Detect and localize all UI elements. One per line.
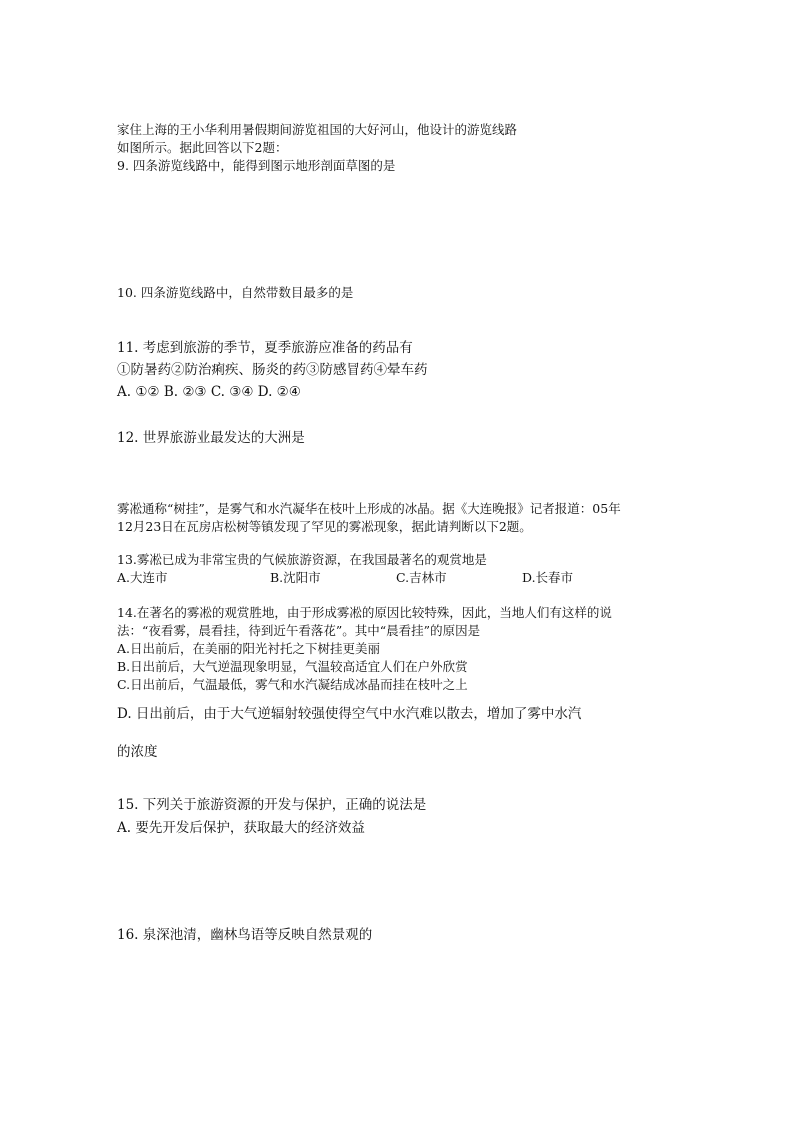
question-15-option-a: A. 要先开发后保护，获取最大的经济效益 — [117, 820, 365, 836]
passage-line-2: 12月23日在瓦房店松树等镇发现了罕见的雾凇现象，据此请判断以下2题。 — [117, 519, 532, 534]
question-14-option-c: C.日出前后，气温最低，雾气和水汽凝结成冰晶而挂在枝叶之上 — [117, 677, 468, 692]
question-9: 9. 四条游览线路中，能得到图示地形剖面草图的是 — [117, 158, 396, 173]
question-14-option-d-line-1: D. 日出前后，由于大气逆辐射较强使得空气中水汽难以散去，增加了雾中水汽 — [117, 706, 582, 722]
question-10: 10. 四条游览线路中，自然带数目最多的是 — [117, 285, 354, 300]
question-16: 16. 泉深池清，幽林鸟语等反映自然景观的 — [117, 927, 373, 943]
passage-line-1: 雾凇通称“树挂”，是雾气和水汽凝华在枝叶上形成的冰晶。据《大连晚报》记者报道：05年 — [117, 501, 621, 516]
question-14-option-d-line-2: 的浓度 — [117, 744, 158, 760]
intro-line-1: 家住上海的王小华利用暑假期间游览祖国的大好河山，他设计的游览线路 — [117, 122, 518, 137]
question-12: 12. 世界旅游业最发达的大洲是 — [117, 430, 305, 446]
question-14-option-a: A.日出前后，在美丽的阳光衬托之下树挂更美丽 — [117, 641, 381, 656]
question-11-stem: 11. 考虑到旅游的季节，夏季旅游应准备的药品有 — [117, 340, 413, 356]
question-13-option-b: B.沈阳市 — [270, 570, 321, 585]
question-11-items: ①防暑药②防治痢疾、肠炎的药③防感冒药④晕车药 — [117, 362, 428, 378]
question-13-stem: 13.雾凇已成为非常宝贵的气候旅游资源，在我国最著名的观赏地是 — [117, 552, 487, 567]
question-13-option-c: C.吉林市 — [396, 570, 447, 585]
question-11-options: A. ①② B. ②③ C. ③④ D. ②④ — [117, 384, 301, 400]
question-13-option-a: A.大连市 — [117, 570, 168, 585]
question-14-stem-1: 14.在著名的雾凇的观赏胜地，由于形成雾凇的原因比较特殊，因此，当地人们有这样的说 — [117, 605, 612, 620]
intro-line-2: 如图所示。据此回答以下2题： — [117, 140, 288, 155]
question-14-option-b: B.日出前后，大气逆温现象明显，气温较高适宜人们在户外欣赏 — [117, 659, 468, 674]
question-15-stem: 15. 下列关于旅游资源的开发与保护，正确的说法是 — [117, 797, 427, 813]
question-14-stem-2: 法：“夜看雾，晨看挂，待到近午看落花”。其中“晨看挂”的原因是 — [117, 623, 481, 638]
question-13-option-d: D.长春市 — [522, 570, 574, 585]
